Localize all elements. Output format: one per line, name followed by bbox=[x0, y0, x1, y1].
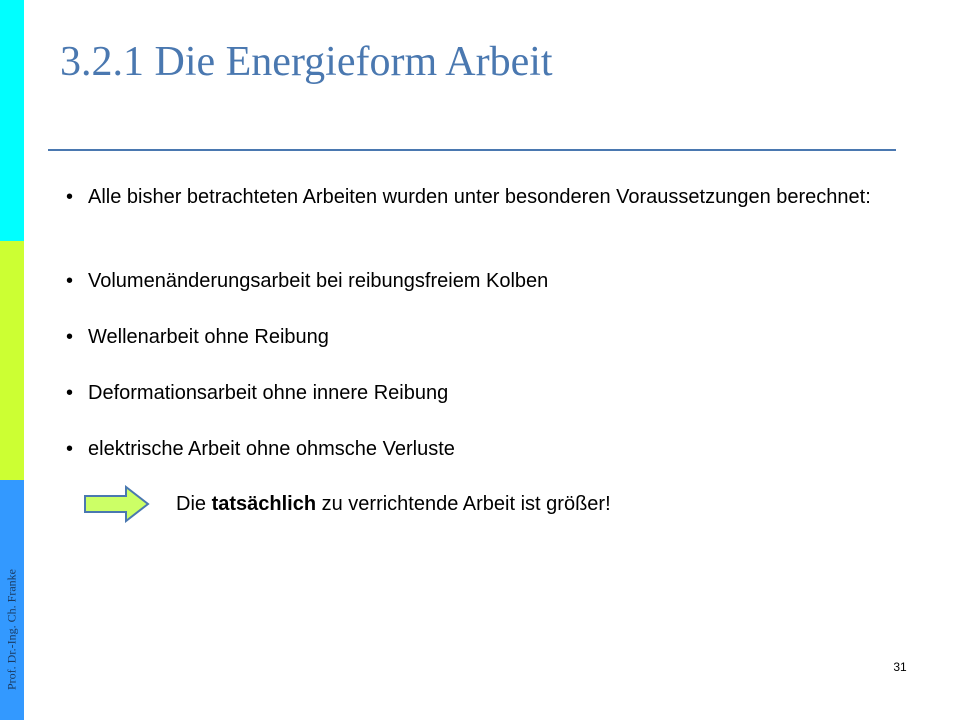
bullet-dot: • bbox=[66, 382, 74, 404]
bullet-dot: • bbox=[66, 270, 74, 292]
sidebar-segment-lime bbox=[0, 241, 24, 480]
page-number: 31 bbox=[893, 660, 907, 674]
title-underline bbox=[48, 149, 896, 151]
bullet-text: Volumenänderungsarbeit bei reibungsfreiem Kolben bbox=[88, 270, 549, 292]
bullet-text: Wellenarbeit ohne Reibung bbox=[88, 326, 329, 348]
bullet-item bbox=[66, 378, 916, 408]
conclusion-emphasis: tatsächlich bbox=[211, 492, 317, 515]
bullet-item bbox=[66, 434, 916, 464]
conclusion-suffix: zu verrichtende Arbeit ist größer! bbox=[316, 492, 611, 515]
author-label: Prof. Dr.-Ing. Ch. Franke bbox=[4, 569, 19, 690]
slide-title: 3.2.1 Die Energieform Arbeit bbox=[60, 39, 553, 85]
bullet-dot: • bbox=[66, 438, 74, 460]
bullet-text: Deformationsarbeit ohne innere Reibung bbox=[88, 382, 449, 404]
bullet-item bbox=[66, 322, 916, 352]
conclusion-text bbox=[176, 493, 611, 516]
conclusion-prefix: Die bbox=[176, 492, 212, 515]
conclusion-row bbox=[84, 484, 611, 524]
right-arrow-icon bbox=[84, 485, 150, 523]
bullet-item bbox=[66, 266, 916, 296]
bullet-text: elektrische Arbeit ohne ohmsche Verluste bbox=[88, 438, 455, 460]
bullet-dot: • bbox=[66, 186, 74, 208]
bullet-dot: • bbox=[66, 326, 74, 348]
bullet-text: Alle bisher betrachteten Arbeiten wurden unter besonderen Voraussetzungen berechnet: bbox=[88, 186, 871, 208]
bullet-item bbox=[66, 182, 916, 212]
sidebar-segment-cyan bbox=[0, 0, 24, 241]
